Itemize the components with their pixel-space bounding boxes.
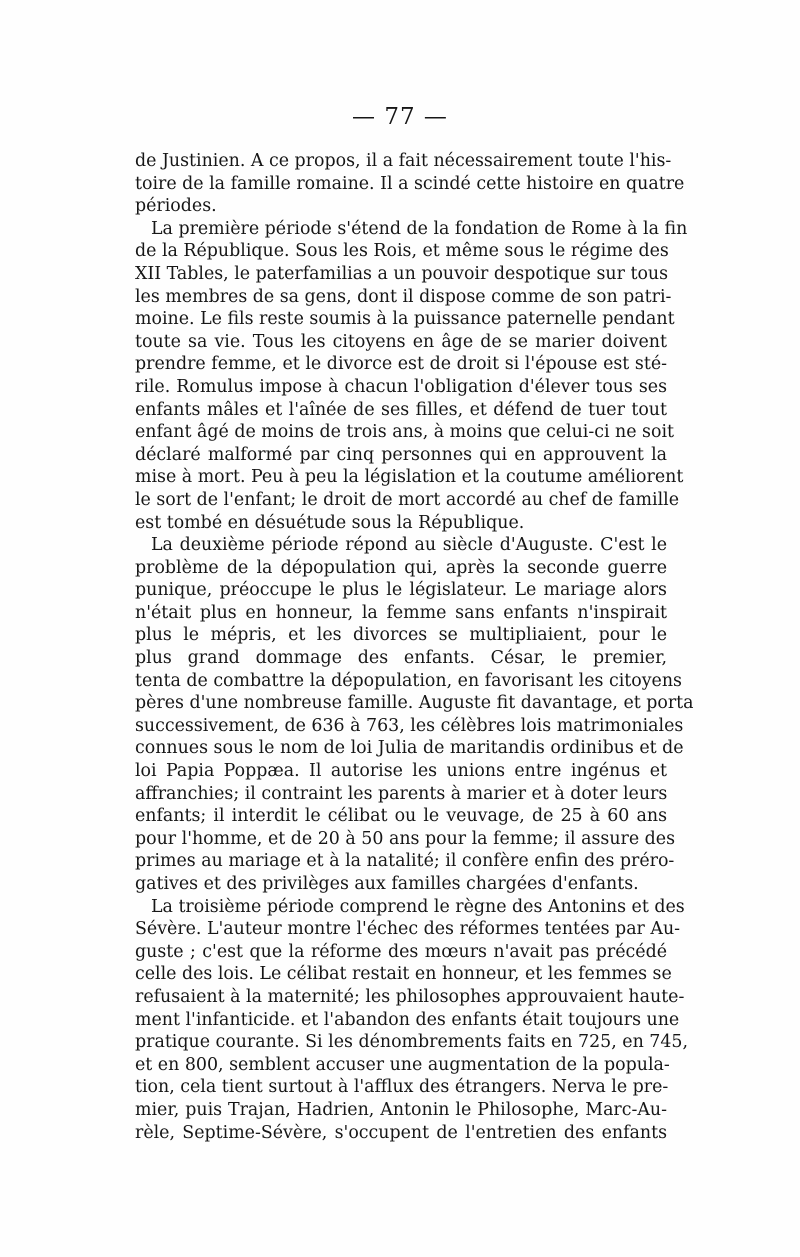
- text-line: punique, préoccupe le plus le législateur. Le mariage alors: [135, 580, 667, 601]
- text-line: guste ; c'est que la réforme des mœurs n'avait pas précédé: [135, 941, 667, 962]
- text-line: affranchies; il contraint les parents à marier et à doter leurs: [135, 783, 668, 804]
- text-line: et en 800, semblent accuser une augmentation de la popula-: [135, 1054, 670, 1075]
- text-line: gatives et des privilèges aux familles chargées d'enfants.: [135, 874, 639, 894]
- text-line: pour l'homme, et de 20 à 50 ans pour la femme; il assure des: [135, 828, 676, 849]
- text-line: moine. Le fils reste soumis à la puissance paternelle pendant: [135, 309, 675, 330]
- text-line: plus grand dommage des enfants. César, le premier,: [135, 648, 667, 669]
- text-line: est tombé en désuétude sous la République.: [135, 512, 525, 533]
- text-line: loi Papia Poppæa. Il autorise les unions entre ingénus et: [135, 761, 667, 782]
- text-line: Sévère. L'auteur montre l'échec des réformes tentées par Au-: [135, 919, 681, 940]
- text-line: enfant âgé de moins de trois ans, à moins que celui-ci ne soit: [135, 422, 674, 443]
- text-line: La deuxième période répond au siècle d'Auguste. C'est le: [151, 535, 667, 556]
- text-line: de la République. Sous les Rois, et même sous le régime des: [135, 241, 669, 262]
- text-line: périodes.: [135, 196, 217, 217]
- text-line: primes au mariage et à la natalité; il confère enfin des préro-: [135, 851, 675, 872]
- text-line: enfants mâles et l'aînée de ses filles, et défend de tuer tout: [135, 399, 667, 420]
- text-line: mise à mort. Peu à peu la législation et la coutume améliorent: [135, 467, 684, 488]
- text-line: rile. Romulus impose à chacun l'obligation d'élever tous ses: [135, 376, 667, 397]
- text-line: déclaré malformé par cinq personnes qui en approuvent la: [135, 444, 667, 465]
- text-line: refusaient à la maternité; les philosophes approuvaient haute-: [135, 986, 685, 1007]
- text-line: pratique courante. Si les dénombrements faits en 725, en 745,: [135, 1032, 689, 1053]
- text-line: celle des lois. Le célibat restait en honneur, et les femmes se: [135, 964, 672, 985]
- text-line: La troisième période comprend le règne des Antonins et des: [151, 896, 685, 917]
- text-line: problème de la dépopulation qui, après la seconde guerre: [135, 557, 667, 578]
- text-line: tion, cela tient surtout à l'afflux des étrangers. Nerva le pre-: [135, 1077, 669, 1098]
- text-line: toute sa vie. Tous les citoyens en âge de se marier doivent: [135, 331, 667, 352]
- text-line: enfants; il interdit le célibat ou le veuvage, de 25 à 60 ans: [135, 806, 667, 827]
- text-line: n'était plus en honneur, la femme sans enfants n'inspirait: [135, 602, 667, 623]
- body-text: [135, 150, 694, 1144]
- text-line: La première période s'étend de la fondation de Rome à la fin: [151, 218, 688, 239]
- text-line: successivement, de 636 à 763, les célèbres lois matrimoniales: [135, 715, 684, 736]
- text-line: prendre femme, et le divorce est de droit si l'épouse est sté-: [135, 354, 667, 375]
- text-line: connues sous le nom de loi Julia de maritandis ordinibus et de: [135, 738, 684, 759]
- text-line: tenta de combattre la dépopulation, en favorisant les citoyens: [135, 670, 682, 691]
- text-line: mier, puis Trajan, Hadrien, Antonin le Philosophe, Marc-Au-: [135, 1099, 667, 1120]
- text-line: ment l'infanticide. et l'abandon des enfants était toujours une: [135, 1009, 680, 1030]
- text-line: le sort de l'enfant; le droit de mort accordé au chef de famille: [135, 489, 679, 510]
- text-line: XII Tables, le paterfamilias a un pouvoir despotique sur tous: [135, 263, 669, 284]
- text-line: de Justinien. A ce propos, il a fait nécessairement toute l'his-: [135, 151, 672, 171]
- text-line: rèle, Septime-Sévère, s'occupent de l'entretien des enfants: [135, 1122, 667, 1143]
- text-line: plus le mépris, et les divorces se multipliaient, pour le: [135, 625, 667, 646]
- text-line: pères d'une nombreuse famille. Auguste fit davantage, et porta: [135, 693, 694, 714]
- page-number: — 77 —: [352, 104, 448, 130]
- text-line: les membres de sa gens, dont il dispose comme de son patri-: [135, 286, 672, 307]
- text-line: toire de la famille romaine. Il a scindé cette histoire en quatre: [135, 173, 685, 194]
